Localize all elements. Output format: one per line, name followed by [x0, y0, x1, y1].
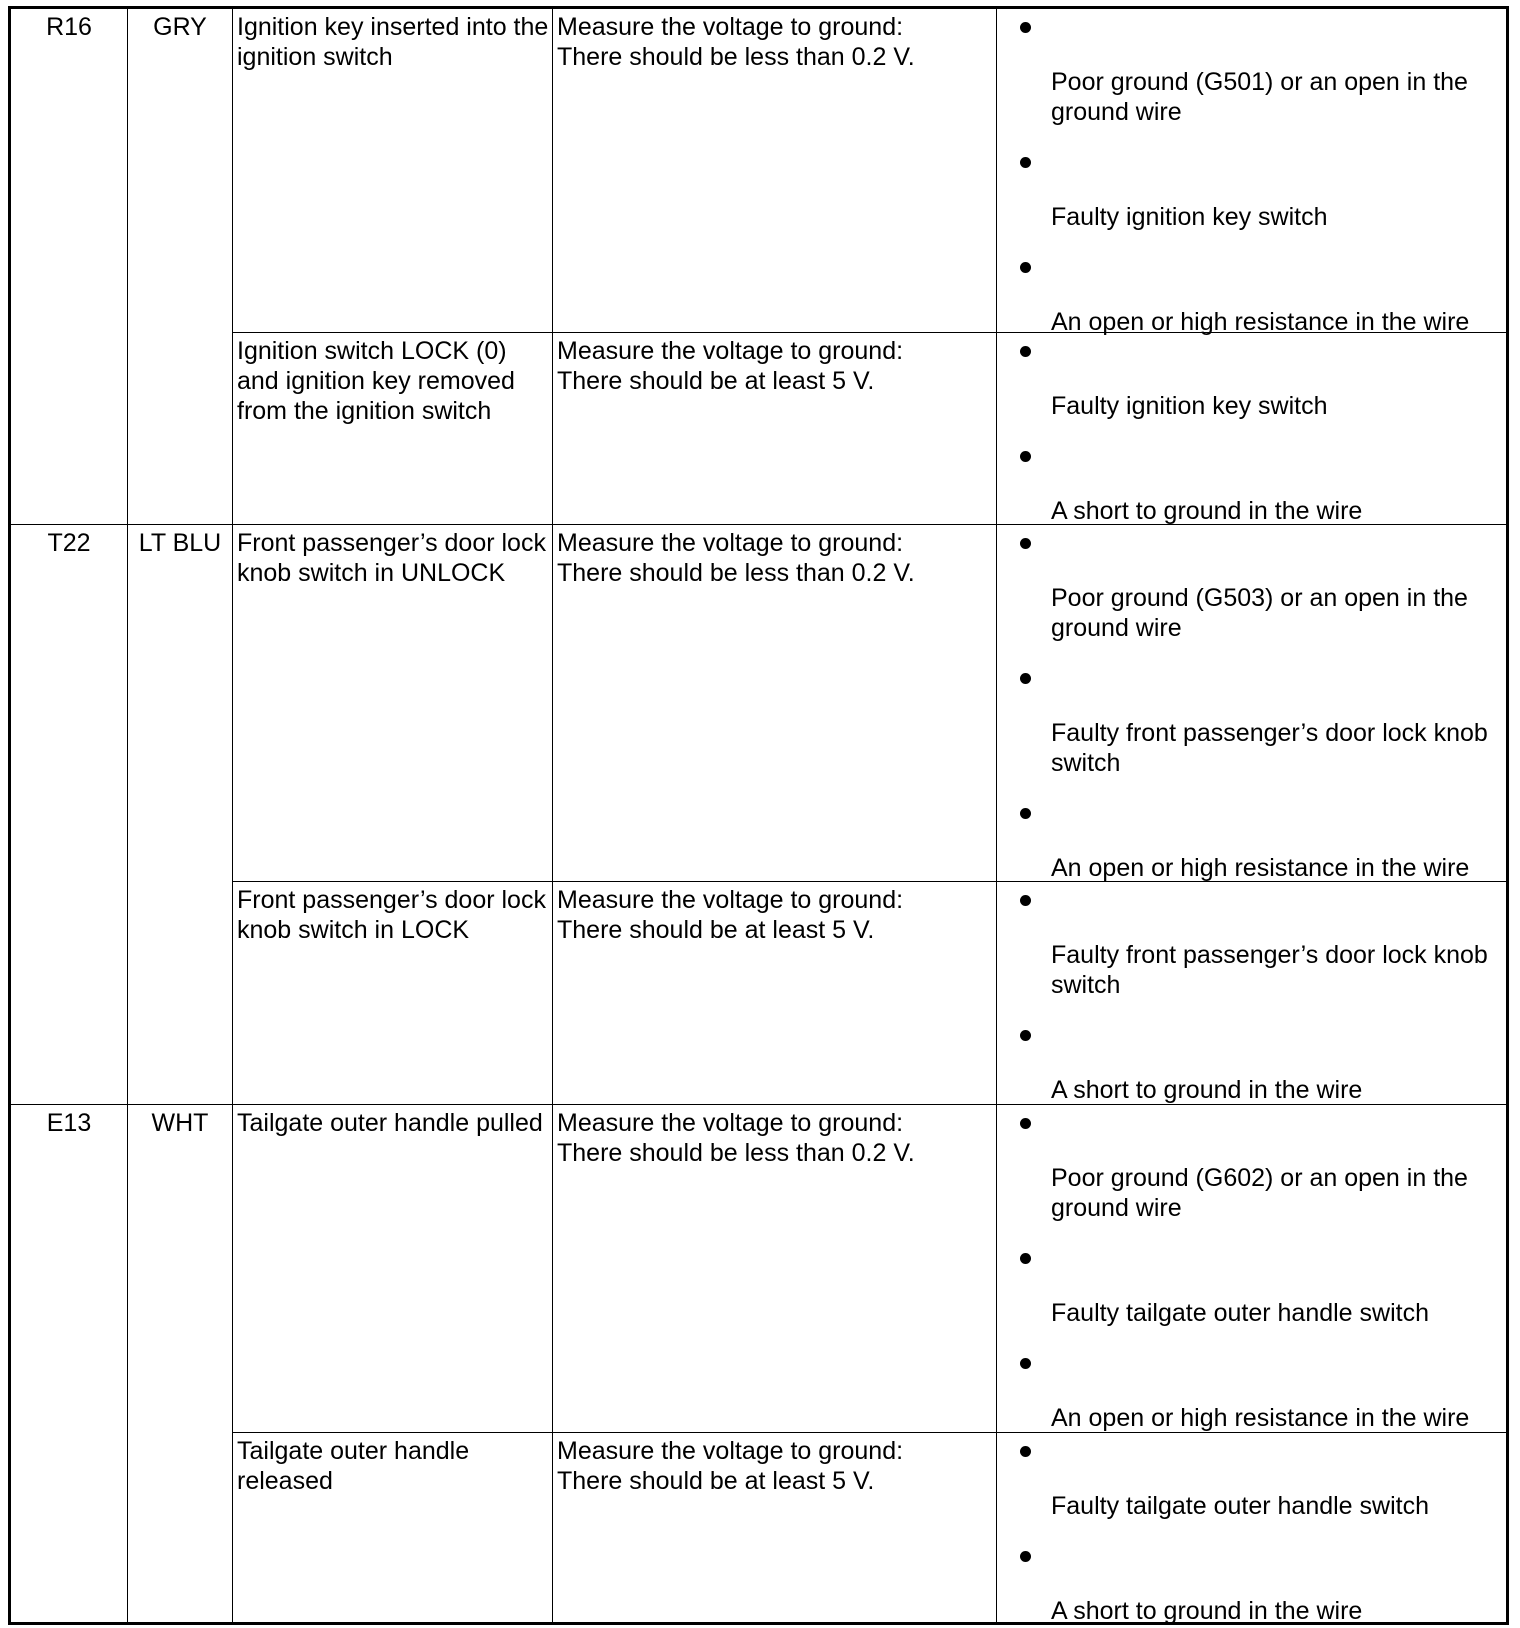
cause-text: Poor ground (G503) or an open in the ground wire	[1051, 584, 1468, 642]
bullet-icon	[1020, 1358, 1031, 1369]
terminal-label: T22	[47, 529, 91, 557]
cause-item	[997, 252, 1506, 337]
cause-text: An open or high resistance in the wire	[1051, 854, 1470, 882]
wire-color-label: WHT	[151, 1109, 209, 1137]
test-expected: There should be less than 0.2 V.	[557, 43, 915, 71]
condition-cell: Ignition switch LOCK (0) and ignition key removed from the ignition switch	[233, 333, 553, 525]
cause-text: Faulty front passenger’s door lock knob switch	[1051, 719, 1488, 777]
bullet-icon	[1020, 262, 1031, 273]
terminal-label: E13	[46, 1109, 92, 1137]
terminal-cell	[11, 525, 128, 1105]
possible-cause-cell	[997, 525, 1506, 882]
test-cell	[553, 1433, 997, 1622]
bullet-icon	[1020, 673, 1031, 684]
cause-item	[997, 798, 1506, 883]
terminal-cell	[11, 1105, 128, 1622]
cause-item	[997, 528, 1506, 643]
test-expected: There should be at least 5 V.	[557, 1467, 875, 1495]
cause-text: Poor ground (G501) or an open in the ground wire	[1051, 68, 1468, 126]
bullet-icon	[1020, 1030, 1031, 1041]
bullet-icon	[1020, 1551, 1031, 1562]
cause-text: Faulty tailgate outer handle switch	[1051, 1299, 1429, 1327]
bullet-icon	[1020, 1118, 1031, 1129]
cause-item	[997, 336, 1506, 421]
cause-text: A short to ground in the wire	[1051, 1076, 1363, 1104]
cause-item	[997, 885, 1506, 1000]
test-cell	[553, 525, 997, 882]
terminal-label: R16	[46, 13, 92, 41]
test-instruction: Measure the voltage to ground:	[557, 1109, 904, 1137]
test-cell	[553, 882, 997, 1105]
bullet-icon	[1020, 22, 1031, 33]
bullet-icon	[1020, 808, 1031, 819]
wire-color-cell	[128, 9, 233, 525]
condition-cell: Front passenger’s door lock knob switch in UNLOCK	[233, 525, 553, 882]
cause-text: Faulty ignition key switch	[1051, 392, 1328, 420]
test-cell	[553, 333, 997, 525]
bullet-icon	[1020, 895, 1031, 906]
cause-text: Faulty tailgate outer handle switch	[1051, 1492, 1429, 1520]
cause-item	[997, 441, 1506, 526]
possible-cause-cell	[997, 1105, 1506, 1433]
test-expected: There should be at least 5 V.	[557, 916, 875, 944]
test-instruction: Measure the voltage to ground:	[557, 337, 904, 365]
possible-cause-cell	[997, 333, 1506, 525]
condition-cell: Front passenger’s door lock knob switch in LOCK	[233, 882, 553, 1105]
cause-item	[997, 663, 1506, 778]
test-instruction: Measure the voltage to ground:	[557, 1437, 904, 1465]
terminal-test-table	[8, 6, 1509, 1625]
wire-color-cell	[128, 1105, 233, 1622]
possible-cause-cell	[997, 882, 1506, 1105]
bullet-icon	[1020, 538, 1031, 549]
possible-cause-cell	[997, 9, 1506, 336]
cause-text: Poor ground (G602) or an open in the ground wire	[1051, 1164, 1468, 1222]
test-cell	[553, 9, 997, 333]
test-instruction: Measure the voltage to ground:	[557, 13, 904, 41]
bullet-icon	[1020, 451, 1031, 462]
cause-text: An open or high resistance in the wire	[1051, 1404, 1470, 1432]
cause-item	[997, 1020, 1506, 1105]
cause-text: An open or high resistance in the wire	[1051, 308, 1470, 336]
test-instruction: Measure the voltage to ground:	[557, 529, 904, 557]
condition-cell: Tailgate outer handle released	[233, 1433, 553, 1622]
cause-text: Faulty front passenger’s door lock knob switch	[1051, 941, 1488, 999]
cause-item	[997, 12, 1506, 127]
test-expected: There should be less than 0.2 V.	[557, 559, 915, 587]
bullet-icon	[1020, 1253, 1031, 1264]
bullet-icon	[1020, 1446, 1031, 1457]
wire-color-label: LT BLU	[138, 529, 222, 557]
cause-text: A short to ground in the wire	[1051, 497, 1363, 525]
test-instruction: Measure the voltage to ground:	[557, 886, 904, 914]
wire-color-label: GRY	[153, 13, 207, 41]
cause-item	[997, 1541, 1506, 1626]
cause-item	[997, 1436, 1506, 1521]
cause-item	[997, 1108, 1506, 1223]
terminal-cell	[11, 9, 128, 525]
cause-text: Faulty ignition key switch	[1051, 203, 1328, 231]
cause-item	[997, 1243, 1506, 1328]
cause-item	[997, 1348, 1506, 1433]
cause-item	[997, 147, 1506, 232]
test-cell	[553, 1105, 997, 1433]
test-expected: There should be at least 5 V.	[557, 367, 875, 395]
bullet-icon	[1020, 157, 1031, 168]
possible-cause-cell	[997, 1433, 1506, 1625]
test-expected: There should be less than 0.2 V.	[557, 1139, 915, 1167]
condition-cell: Tailgate outer handle pulled	[233, 1105, 553, 1433]
cause-text: A short to ground in the wire	[1051, 1597, 1363, 1625]
condition-cell: Ignition key inserted into the ignition switch	[233, 9, 553, 333]
bullet-icon	[1020, 346, 1031, 357]
wire-color-cell	[128, 525, 233, 1105]
